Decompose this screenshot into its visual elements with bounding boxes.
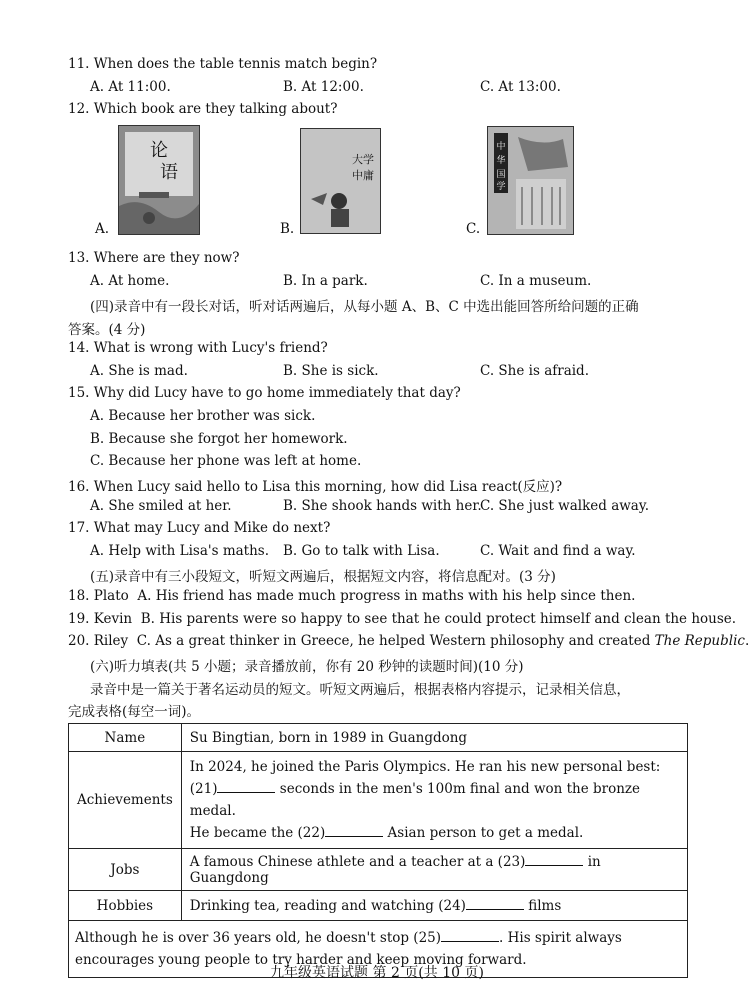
table-row xyxy=(69,891,688,921)
blank-25[interactable] xyxy=(441,929,499,942)
achievements-line: In 2024, he joined the Paris Olympics. He ran his new personal best: xyxy=(189,759,661,775)
match-text-end: . xyxy=(744,633,750,649)
match-italic-title: The Republic xyxy=(654,633,745,649)
q16-option-a: A. She smiled at her. xyxy=(90,498,232,514)
q15-option-c: C. Because her phone was left at home. xyxy=(90,453,362,469)
q14-option-a: A. She is mad. xyxy=(90,363,188,379)
q17-option-b: B. Go to talk with Lisa. xyxy=(283,543,440,559)
q11-option-a: A. At 11:00. xyxy=(90,79,171,95)
blank-21-number: (21) xyxy=(189,781,218,797)
name-label: Name xyxy=(69,724,182,752)
svg-text:华: 华 xyxy=(496,156,506,166)
hobbies-value xyxy=(181,891,687,921)
jobs-label: Jobs xyxy=(69,849,182,891)
q13-option-a: A. At home. xyxy=(90,273,170,289)
q13-option-b: B. In a park. xyxy=(283,273,368,289)
match-name: 20. Riley xyxy=(68,633,129,649)
match-name: 18. Plato xyxy=(68,588,129,604)
hobbies-label: Hobbies xyxy=(69,891,182,921)
q14-stem: 14. What is wrong with Lucy's friend? xyxy=(68,340,328,356)
q17-option-c: C. Wait and find a way. xyxy=(480,543,636,559)
book-b-image xyxy=(300,128,381,234)
table-row xyxy=(69,752,688,849)
section4-instruction: (四)录音中有一段长对话，听对话两遍后，从每小题 A、B、C 中选出能回答所给问题的正确 xyxy=(90,299,639,315)
jobs-text: in Guangdong xyxy=(189,854,601,886)
section6-instruction: (六)听力填表(共 5 小题；录音播放前，你有 20 秒钟的读题时间)(10 分) xyxy=(90,659,524,675)
summary-line xyxy=(75,927,681,949)
match-row xyxy=(68,633,749,649)
jobs-value xyxy=(181,849,687,891)
achievements-label: Achievements xyxy=(69,752,182,849)
q11-option-b: B. At 12:00. xyxy=(283,79,364,95)
q15-option-b: B. Because she forgot her homework. xyxy=(90,431,348,447)
q15-stem: 15. Why did Lucy have to go home immediately that day? xyxy=(68,385,461,401)
book-c-image xyxy=(487,126,574,235)
blank-23[interactable] xyxy=(525,853,583,866)
blank-22[interactable] xyxy=(325,824,383,837)
svg-text:学: 学 xyxy=(496,182,506,192)
match-text: A. His friend has made much progress in maths with his help since then. xyxy=(137,588,636,604)
summary-text: Although he is over 36 years old, he doesn't stop (25) xyxy=(75,930,442,946)
table-row xyxy=(69,724,688,752)
match-row xyxy=(68,588,635,604)
svg-text:中庸: 中庸 xyxy=(352,169,374,182)
q13-option-c: C. In a museum. xyxy=(480,273,592,289)
svg-text:国: 国 xyxy=(496,170,506,180)
svg-text:中: 中 xyxy=(496,142,506,152)
section6-description-cont: 完成表格(每空一词)。 xyxy=(68,704,201,720)
q14-option-c: C. She is afraid. xyxy=(480,363,589,379)
q13-stem: 13. Where are they now? xyxy=(68,250,240,266)
q12-option-b: B. xyxy=(280,221,295,237)
q12-stem: 12. Which book are they talking about? xyxy=(68,101,338,117)
achievements-line xyxy=(190,778,679,822)
achievements-value xyxy=(181,752,687,849)
info-table xyxy=(68,723,688,978)
achievements-text: Asian person to get a medal. xyxy=(383,825,584,841)
q14-option-b: B. She is sick. xyxy=(283,363,379,379)
q17-stem: 17. What may Lucy and Mike do next? xyxy=(68,520,331,536)
q16-option-c: C. She just walked away. xyxy=(480,498,649,514)
section6-description: 录音中是一篇关于著名运动员的短文。听短文两遍后，根据表格内容提示，记录相关信息， xyxy=(90,682,630,698)
q12-option-a: A. xyxy=(95,221,110,237)
q15-option-a: A. Because her brother was sick. xyxy=(90,408,316,424)
achievements-text: He became the (22) xyxy=(189,825,326,841)
svg-text:大学: 大学 xyxy=(352,153,374,166)
name-value: Su Bingtian, born in 1989 in Guangdong xyxy=(181,724,687,752)
section4-instruction-cont: 答案。(4 分) xyxy=(68,322,146,338)
q11-option-c: C. At 13:00. xyxy=(480,79,561,95)
q16-stem: 16. When Lucy said hello to Lisa this morning, how did Lisa react(反应)? xyxy=(68,479,563,495)
match-text: B. His parents were so happy to see that he could protect himself and clean the house. xyxy=(140,611,737,627)
blank-24[interactable] xyxy=(466,897,524,910)
table-row xyxy=(69,849,688,891)
match-text: C. As a great thinker in Greece, he helped Western philosophy and created xyxy=(136,633,655,649)
hobbies-text: films xyxy=(523,898,562,914)
match-row xyxy=(68,611,736,627)
achievements-line xyxy=(190,822,679,844)
match-name: 19. Kevin xyxy=(68,611,133,627)
hobbies-text: Drinking tea, reading and watching (24) xyxy=(189,898,466,914)
section5-instruction: (五)录音中有三小段短文，听短文两遍后，根据短文内容，将信息配对。(3 分) xyxy=(90,569,556,585)
book-a-image xyxy=(118,125,200,235)
q17-option-a: A. Help with Lisa's maths. xyxy=(90,543,270,559)
summary-text: . His spirit always xyxy=(499,930,622,946)
jobs-text: A famous Chinese athlete and a teacher at a (23) xyxy=(189,854,526,870)
q16-option-b: B. She shook hands with her. xyxy=(283,498,482,514)
page-footer: 九年级英语试题 第 2 页(共 10 页) xyxy=(270,965,484,981)
svg-text:论: 论 xyxy=(150,140,168,161)
achievements-text: seconds in the men's 100m final and won the bronze medal. xyxy=(189,781,641,819)
blank-21[interactable] xyxy=(217,780,275,793)
svg-text:语: 语 xyxy=(160,162,178,183)
q11-stem: 11. When does the table tennis match begin? xyxy=(68,56,378,72)
summary-line: encourages young people to try harder and keep moving forward. xyxy=(75,952,527,968)
q12-option-c: C. xyxy=(466,221,481,237)
